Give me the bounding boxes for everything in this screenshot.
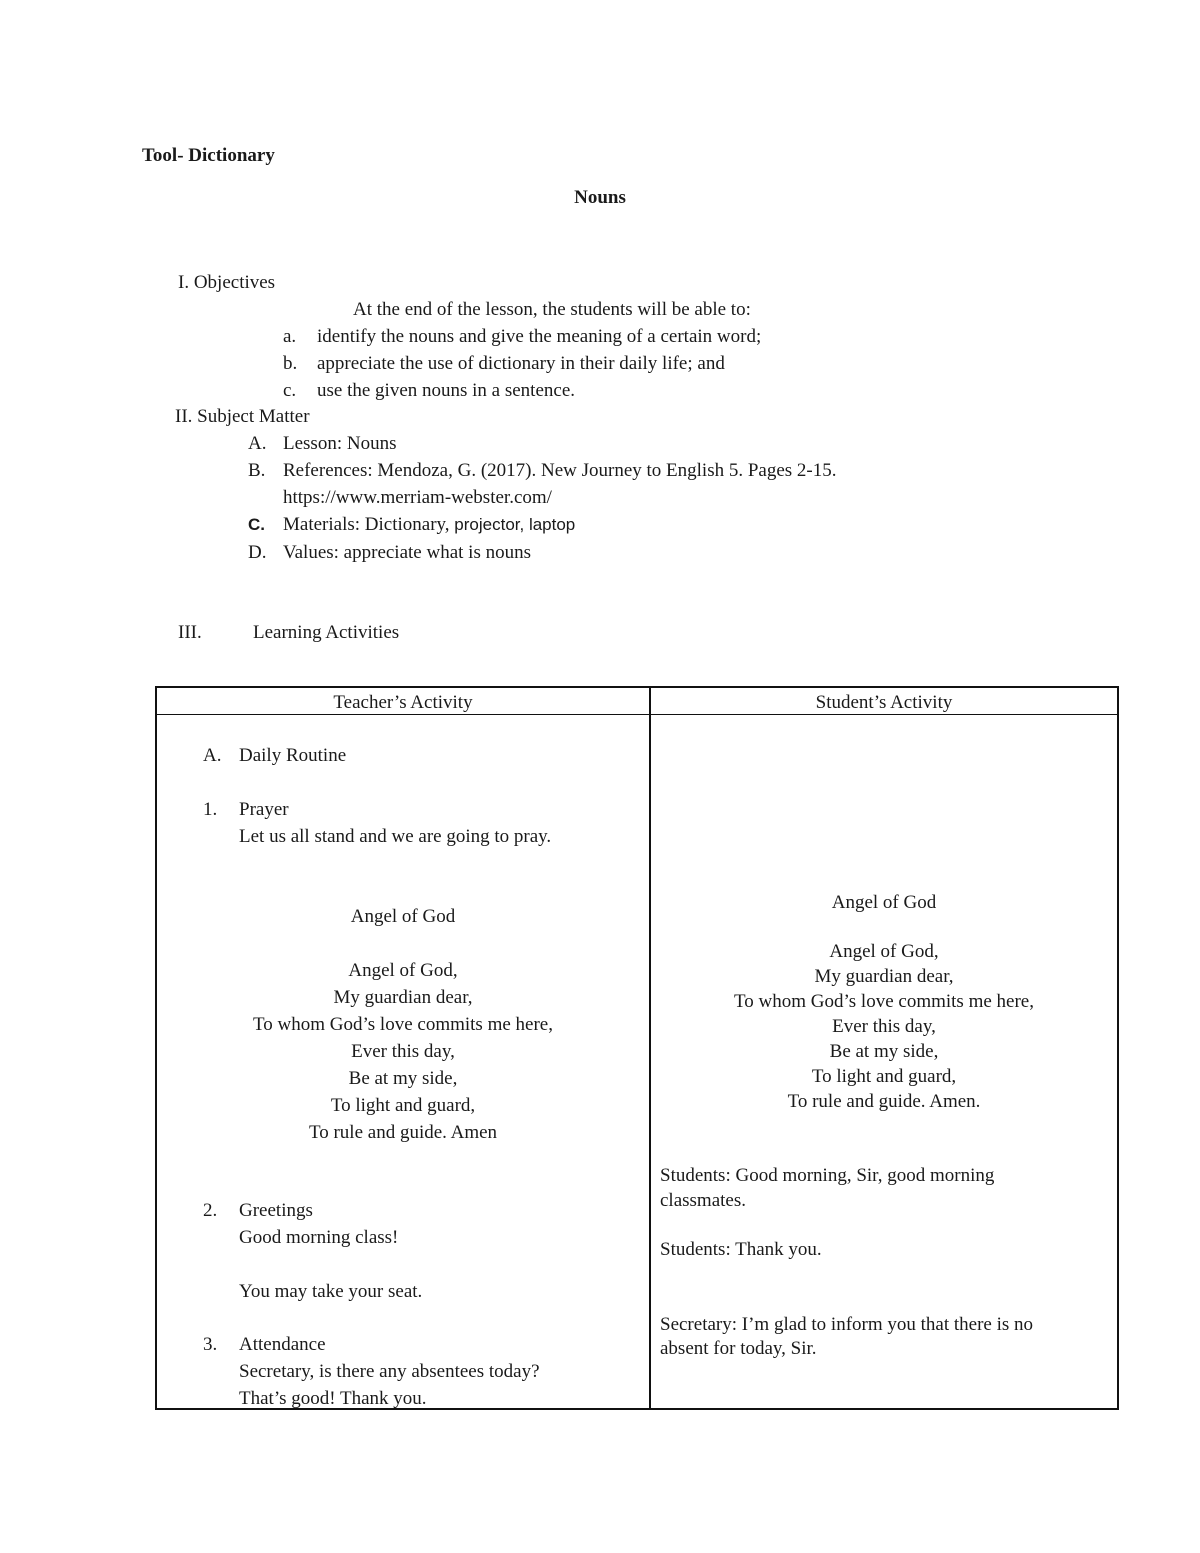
objectives-heading: I. Objectives	[178, 272, 276, 293]
objective-item: appreciate the use of dictionary in their daily life; and	[317, 353, 725, 374]
prayer-heading: Prayer	[239, 799, 289, 820]
poem-line: To rule and guide. Amen	[308, 1122, 498, 1143]
secretary-reply: Secretary: I’m glad to inform you that there is no	[660, 1314, 1034, 1335]
attendance-line: Secretary, is there any absentees today?	[239, 1361, 540, 1382]
student-prayer-title: Angel of God	[831, 892, 937, 913]
attendance-line: That’s good! Thank you.	[239, 1388, 427, 1409]
greetings-line: You may take your seat.	[239, 1281, 423, 1302]
attendance-heading: Attendance	[239, 1334, 326, 1355]
objective-marker: c.	[283, 380, 297, 401]
teacher-activity-header: Teacher’s Activity	[333, 692, 473, 713]
learning-marker: III.	[178, 622, 202, 643]
poem-line: Ever this day,	[832, 1016, 936, 1037]
prayer-instruction: Let us all stand and we are going to pray.	[239, 826, 552, 847]
student-greeting-reply: classmates.	[660, 1190, 747, 1211]
objective-marker: a.	[283, 326, 297, 347]
tool-label: Tool- Dictionary	[142, 145, 275, 166]
secretary-reply: absent for today, Sir.	[660, 1338, 817, 1359]
attendance-marker: 3.	[203, 1334, 218, 1355]
subject-marker: B.	[248, 460, 266, 481]
teacher-prayer-title: Angel of God	[350, 906, 456, 927]
poem-line: To whom God’s love commits me here,	[734, 991, 1034, 1012]
greetings-line: Good morning class!	[239, 1227, 399, 1248]
materials-text: Materials: Dictionary,	[283, 514, 450, 535]
subject-item: Values: appreciate what is nouns	[283, 542, 531, 563]
poem-line: To light and guard,	[330, 1095, 476, 1116]
poem-line: To whom God’s love commits me here,	[253, 1014, 553, 1035]
poem-line: To light and guard,	[811, 1066, 957, 1087]
poem-line: My guardian dear,	[333, 987, 473, 1008]
learning-heading: Learning Activities	[253, 622, 400, 643]
teacher-prayer-poem	[157, 961, 649, 1150]
objective-marker: b.	[283, 353, 298, 374]
poem-line: Ever this day,	[351, 1041, 455, 1062]
poem-line: Be at my side,	[348, 1068, 458, 1089]
student-thanks: Students: Thank you.	[660, 1239, 822, 1260]
greetings-marker: 2.	[203, 1200, 218, 1221]
poem-line: My guardian dear,	[814, 966, 954, 987]
poem-line: Be at my side,	[829, 1041, 939, 1062]
reference-url: https://www.merriam-webster.com/	[283, 487, 552, 508]
header-divider	[157, 714, 1117, 715]
poem-line: Angel of God,	[829, 941, 939, 962]
student-activity-header: Student’s Activity	[815, 692, 953, 713]
subject-item	[283, 515, 575, 534]
routine-heading: Daily Routine	[239, 745, 347, 766]
student-greeting-reply: Students: Good morning, Sir, good morning	[660, 1165, 995, 1186]
objectives-intro: At the end of the lesson, the students will be able to:	[353, 299, 751, 320]
poem-line: To rule and guide. Amen.	[787, 1091, 981, 1112]
subject-marker: A.	[248, 433, 267, 454]
routine-marker: A.	[203, 745, 222, 766]
prayer-marker: 1.	[203, 799, 218, 820]
student-prayer-poem	[651, 942, 1117, 1117]
activities-table	[155, 686, 1119, 1410]
materials-extra: projector, laptop	[454, 515, 576, 534]
objective-item: identify the nouns and give the meaning of a certain word;	[317, 326, 762, 347]
subject-item: References: Mendoza, G. (2017). New Journey to English 5. Pages 2-15.	[283, 460, 837, 481]
objective-item: use the given nouns in a sentence.	[317, 380, 576, 401]
page-title: Nouns	[574, 187, 626, 208]
subject-marker: C.	[248, 515, 265, 534]
subject-item: Lesson: Nouns	[283, 433, 397, 454]
greetings-heading: Greetings	[239, 1200, 313, 1221]
subject-matter-heading: II. Subject Matter	[175, 406, 310, 427]
subject-marker: D.	[248, 542, 267, 563]
poem-line: Angel of God,	[348, 960, 458, 981]
